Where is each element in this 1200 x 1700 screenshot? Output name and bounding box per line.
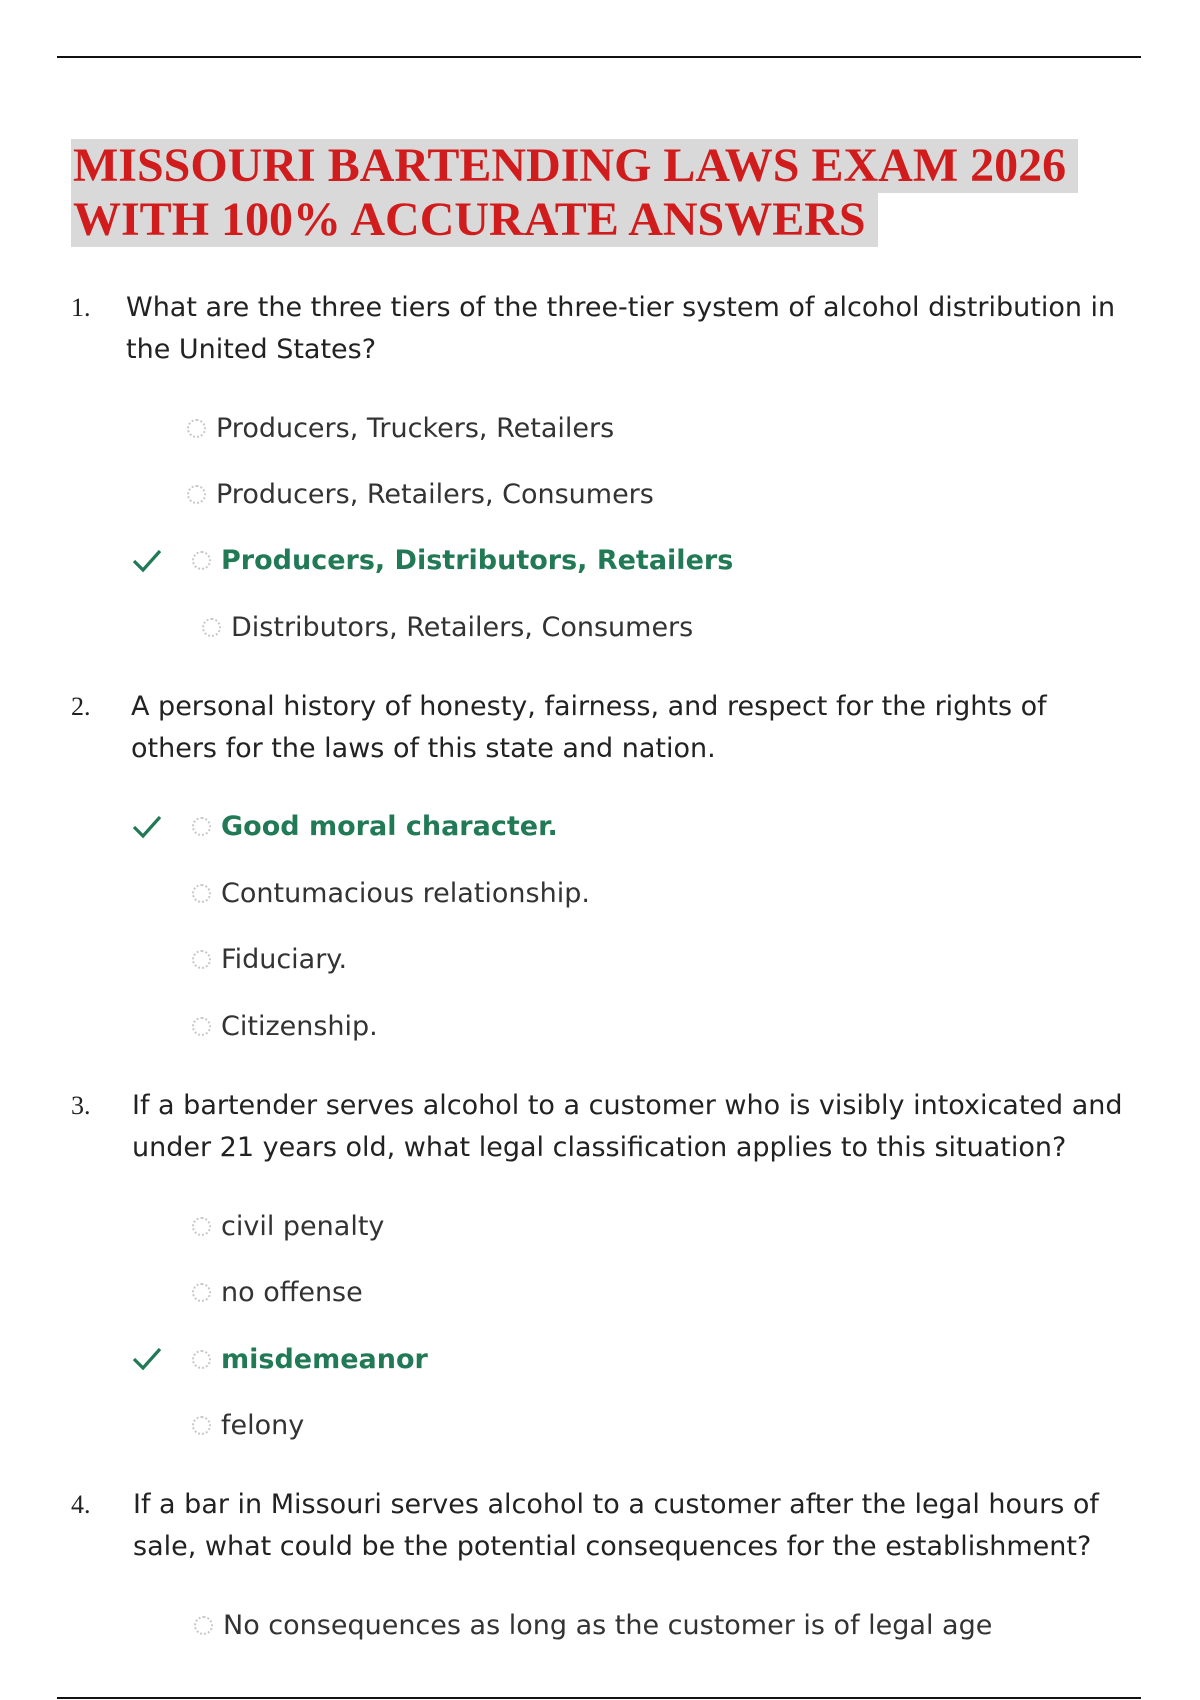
option-1d[interactable] — [202, 607, 693, 647]
option-label: no offense — [221, 1276, 363, 1308]
document-title — [71, 139, 1078, 247]
option-label: Distributors, Retailers, Consumers — [231, 611, 694, 643]
title-line-1: MISSOURI BARTENDING LAWS EXAM 2026 — [71, 139, 1078, 193]
option-label: Producers, Truckers, Retailers — [216, 412, 615, 444]
question-number: 4. — [71, 1490, 91, 1519]
radio-empty-icon[interactable] — [192, 1350, 211, 1369]
option-label: Fiduciary. — [221, 943, 348, 975]
option-1a[interactable] — [187, 408, 614, 448]
option-1c[interactable] — [192, 540, 733, 580]
question-text: If a bartender serves alcohol to a customer who is visibly intoxicated and under 21 years old, what legal classification applies to this situation? — [132, 1090, 1123, 1163]
option-label: Citizenship. — [221, 1010, 378, 1042]
question-number: 2. — [71, 692, 91, 721]
radio-empty-icon[interactable] — [192, 1017, 211, 1036]
checkmark-icon — [132, 1346, 162, 1372]
checkmark-icon — [132, 548, 162, 574]
title-line-2: WITH 100% ACCURATE ANSWERS — [71, 193, 878, 247]
option-label: Good moral character. — [221, 810, 558, 842]
radio-empty-icon[interactable] — [192, 1283, 211, 1302]
option-3a[interactable] — [192, 1206, 384, 1246]
question-number: 3. — [71, 1091, 91, 1120]
option-2a[interactable] — [192, 806, 558, 846]
option-2b[interactable] — [192, 873, 590, 913]
question-text: A personal history of honesty, fairness, and respect for the rights of others for the laws of this state and nation. — [131, 691, 1047, 764]
bottom-rule — [57, 1697, 1141, 1699]
radio-empty-icon[interactable] — [192, 1416, 211, 1435]
top-rule — [57, 56, 1141, 58]
radio-empty-icon[interactable] — [192, 950, 211, 969]
option-1b[interactable] — [187, 474, 654, 514]
option-label: felony — [221, 1409, 305, 1441]
radio-empty-icon[interactable] — [187, 485, 206, 504]
radio-empty-icon[interactable] — [192, 884, 211, 903]
option-label: Producers, Distributors, Retailers — [221, 544, 734, 576]
option-label: Producers, Retailers, Consumers — [216, 478, 654, 510]
option-2d[interactable] — [192, 1006, 378, 1046]
question-text: If a bar in Missouri serves alcohol to a customer after the legal hours of sale, what could be the potential consequences for the establishment? — [133, 1489, 1099, 1562]
radio-empty-icon[interactable] — [192, 551, 211, 570]
option-3c[interactable] — [192, 1339, 428, 1379]
option-label: misdemeanor — [221, 1343, 428, 1375]
radio-empty-icon[interactable] — [202, 618, 221, 637]
option-label: Contumacious relationship. — [221, 877, 590, 909]
question-number: 1. — [71, 293, 91, 322]
radio-empty-icon[interactable] — [192, 817, 211, 836]
question-text: What are the three tiers of the three-tier system of alcohol distribution in the United States? — [126, 292, 1116, 365]
option-4a[interactable] — [194, 1605, 992, 1645]
option-2c[interactable] — [192, 939, 347, 979]
radio-empty-icon[interactable] — [187, 419, 206, 438]
option-3b[interactable] — [192, 1272, 363, 1312]
radio-empty-icon[interactable] — [192, 1217, 211, 1236]
option-label: civil penalty — [221, 1210, 385, 1242]
option-3d[interactable] — [192, 1405, 304, 1445]
checkmark-icon — [132, 814, 162, 840]
option-label: No consequences as long as the customer is of legal age — [223, 1609, 993, 1641]
radio-empty-icon[interactable] — [194, 1616, 213, 1635]
